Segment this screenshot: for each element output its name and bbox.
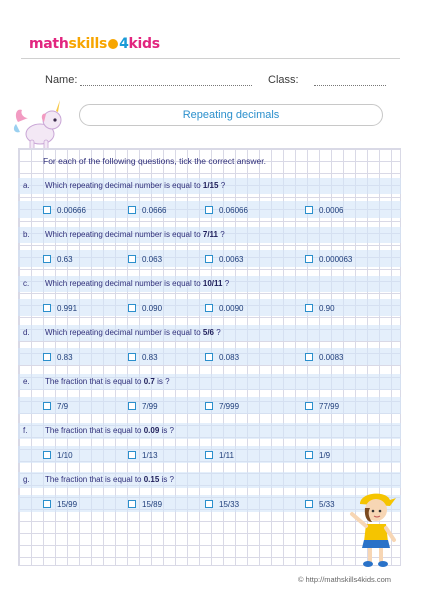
- answer-option[interactable]: [128, 253, 162, 265]
- checkbox-icon[interactable]: [305, 353, 313, 361]
- site-logo[interactable]: [29, 36, 160, 52]
- checkbox-icon[interactable]: [205, 304, 213, 312]
- answer-option-label: 0.06066: [219, 205, 248, 215]
- checkbox-icon[interactable]: [43, 206, 51, 214]
- answer-option-label: 0.83: [142, 352, 158, 362]
- question-letter: a.: [23, 181, 30, 190]
- answer-option[interactable]: [43, 498, 77, 510]
- question-item: [18, 423, 401, 469]
- answer-option[interactable]: [305, 302, 335, 314]
- answer-option-label: 0.00666: [57, 205, 86, 215]
- answer-option[interactable]: [305, 253, 352, 265]
- question-suffix: is ?: [161, 475, 174, 484]
- answer-option[interactable]: [305, 449, 330, 461]
- logo-text-math: math: [29, 36, 69, 52]
- checkbox-icon[interactable]: [305, 206, 313, 214]
- answer-option[interactable]: [205, 351, 239, 363]
- question-letter: g.: [23, 475, 30, 484]
- answer-option[interactable]: [305, 400, 339, 412]
- answer-option[interactable]: [128, 351, 158, 363]
- checkbox-icon[interactable]: [305, 304, 313, 312]
- answer-option[interactable]: [305, 351, 343, 363]
- question-suffix: is ?: [157, 377, 170, 386]
- checkbox-icon[interactable]: [305, 402, 313, 410]
- checkbox-icon[interactable]: [305, 255, 313, 263]
- answer-option-label: 0.090: [142, 303, 163, 313]
- checkbox-icon[interactable]: [128, 500, 136, 508]
- question-value: 5/6: [202, 328, 214, 337]
- question-text: [45, 279, 229, 288]
- question-item: [18, 276, 401, 322]
- answer-option-label: 5/33: [319, 499, 335, 509]
- answer-option-label: 0.991: [57, 303, 78, 313]
- answer-option[interactable]: [305, 498, 335, 510]
- question-value: 0.09: [143, 426, 160, 435]
- question-value: 0.7: [143, 377, 155, 386]
- question-text: [45, 426, 174, 435]
- question-value: 7/11: [202, 230, 219, 239]
- answer-option[interactable]: [128, 400, 158, 412]
- logo-text-4: 4: [119, 36, 129, 52]
- checkbox-icon[interactable]: [128, 255, 136, 263]
- answer-option[interactable]: [205, 449, 234, 461]
- answer-option-label: 1/9: [319, 450, 331, 460]
- instruction-text: For each of the following questions, tick the correct answer.: [43, 156, 267, 166]
- logo-dot: [108, 39, 118, 49]
- checkbox-icon[interactable]: [128, 353, 136, 361]
- question-prefix: Which repeating decimal number is equal to: [45, 230, 201, 239]
- answer-option-label: 7/99: [142, 401, 158, 411]
- question-letter: e.: [23, 377, 30, 386]
- question-value: 10/11: [202, 279, 223, 288]
- answer-option[interactable]: [43, 449, 73, 461]
- answer-option-label: 0.063: [142, 254, 163, 264]
- question-text: [45, 328, 221, 337]
- question-suffix: ?: [224, 279, 230, 288]
- logo-text-skills: skills: [68, 36, 108, 52]
- answer-option-label: 1/10: [57, 450, 73, 460]
- question-value: 0.15: [143, 475, 160, 484]
- answer-option-label: 77/99: [319, 401, 340, 411]
- logo-text-kids: kids: [128, 36, 160, 52]
- answer-option-label: 0.083: [219, 352, 240, 362]
- question-item: [18, 325, 401, 371]
- answer-option-label: 0.63: [57, 254, 73, 264]
- checkbox-icon[interactable]: [205, 402, 213, 410]
- answer-option[interactable]: [128, 204, 166, 216]
- question-letter: b.: [23, 230, 30, 239]
- answer-option-label: 0.90: [319, 303, 335, 313]
- question-prefix: The fraction that is equal to: [45, 377, 142, 386]
- checkbox-icon[interactable]: [305, 451, 313, 459]
- checkbox-icon[interactable]: [43, 304, 51, 312]
- answer-option[interactable]: [43, 400, 68, 412]
- answer-option-label: 0.0666: [142, 205, 167, 215]
- checkbox-icon[interactable]: [43, 500, 51, 508]
- answer-option[interactable]: [205, 204, 248, 216]
- answer-option[interactable]: [128, 449, 158, 461]
- header-divider: [21, 58, 400, 59]
- checkbox-icon[interactable]: [205, 451, 213, 459]
- checkbox-icon[interactable]: [128, 402, 136, 410]
- question-letter: d.: [23, 328, 30, 337]
- answer-option-label: 0.000063: [319, 254, 353, 264]
- checkbox-icon[interactable]: [205, 255, 213, 263]
- answer-option[interactable]: [43, 204, 86, 216]
- checkbox-icon[interactable]: [128, 451, 136, 459]
- checkbox-icon[interactable]: [205, 206, 213, 214]
- question-letter: f.: [23, 426, 28, 435]
- checkbox-icon[interactable]: [305, 500, 313, 508]
- answer-option[interactable]: [205, 498, 239, 510]
- question-item: [18, 472, 401, 518]
- question-value: 1/15: [202, 181, 219, 190]
- answer-option[interactable]: [128, 302, 162, 314]
- answer-option[interactable]: [305, 204, 343, 216]
- question-prefix: The fraction that is equal to: [45, 475, 142, 484]
- answer-option-label: 15/99: [57, 499, 78, 509]
- checkbox-icon[interactable]: [128, 206, 136, 214]
- question-prefix: Which repeating decimal number is equal to: [45, 328, 201, 337]
- answer-option-label: 1/11: [219, 450, 234, 460]
- question-letter: c.: [23, 279, 30, 288]
- answer-option-label: 15/89: [142, 499, 163, 509]
- question-prefix: Which repeating decimal number is equal to: [45, 181, 201, 190]
- answer-option-label: 1/13: [142, 450, 158, 460]
- answer-option-label: 15/33: [219, 499, 240, 509]
- answer-option-label: 0.0083: [319, 352, 344, 362]
- checkbox-icon[interactable]: [128, 304, 136, 312]
- class-field[interactable]: [314, 85, 386, 86]
- question-text: [45, 377, 170, 386]
- question-suffix: is ?: [161, 426, 174, 435]
- question-item: [18, 178, 401, 224]
- question-suffix: ?: [216, 328, 221, 337]
- answer-option-label: 7/999: [219, 401, 240, 411]
- question-item: [18, 374, 401, 420]
- worksheet-title-text: Repeating decimals: [182, 109, 280, 121]
- answer-option[interactable]: [43, 302, 77, 314]
- answer-option-label: 0.0090: [219, 303, 244, 313]
- question-text: [45, 475, 174, 484]
- footer-copyright: © http://mathskills4kids.com: [297, 575, 391, 584]
- class-label: Class:: [268, 74, 299, 86]
- answer-option[interactable]: [205, 253, 243, 265]
- question-prefix: Which repeating decimal number is equal to: [45, 279, 201, 288]
- answer-option-label: 0.0006: [319, 205, 344, 215]
- answer-option[interactable]: [205, 400, 239, 412]
- name-label: Name:: [45, 74, 78, 86]
- checkbox-icon[interactable]: [43, 353, 51, 361]
- answer-option-label: 7/9: [57, 401, 69, 411]
- checkbox-icon[interactable]: [43, 451, 51, 459]
- question-suffix: ?: [220, 230, 225, 239]
- checkbox-icon[interactable]: [205, 500, 213, 508]
- answer-option[interactable]: [43, 351, 73, 363]
- answer-option[interactable]: [205, 302, 243, 314]
- answer-option-label: 0.0063: [219, 254, 244, 264]
- girl-illustration: [346, 484, 404, 570]
- question-item: [18, 227, 401, 273]
- answer-option[interactable]: [128, 498, 162, 510]
- answer-option-label: 0.83: [57, 352, 73, 362]
- worksheet-title: [79, 104, 383, 126]
- question-suffix: ?: [220, 181, 226, 190]
- checkbox-icon[interactable]: [43, 402, 51, 410]
- checkbox-icon[interactable]: [205, 353, 213, 361]
- question-prefix: The fraction that is equal to: [45, 426, 142, 435]
- name-field[interactable]: [80, 85, 252, 86]
- question-text: [45, 230, 225, 239]
- question-text: [45, 181, 225, 190]
- answer-option[interactable]: [43, 253, 73, 265]
- checkbox-icon[interactable]: [43, 255, 51, 263]
